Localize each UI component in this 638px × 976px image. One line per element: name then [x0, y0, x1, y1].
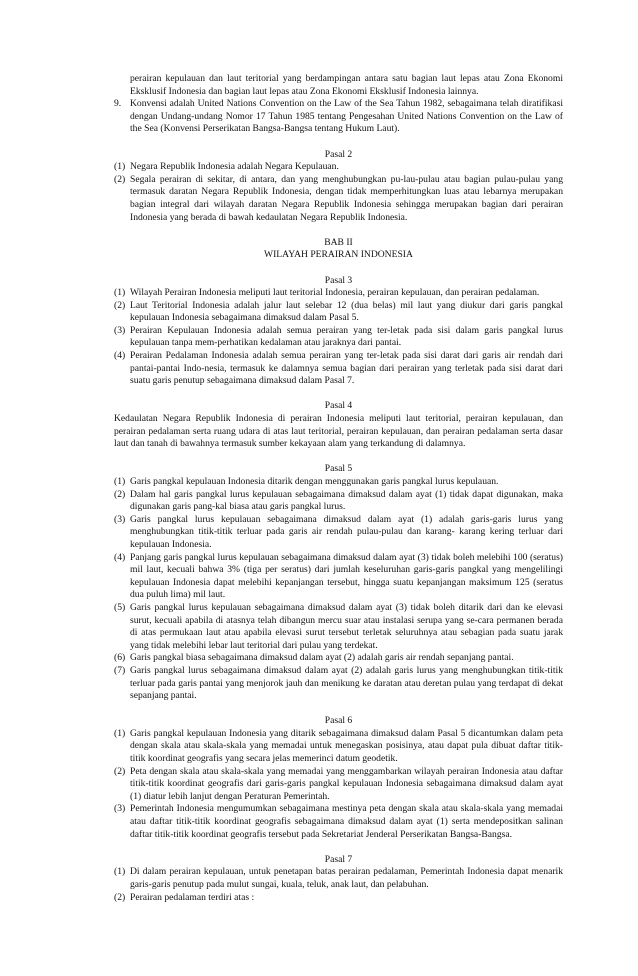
item-text: Garis pangkal lurus sebagaimana dimaksud dalam ayat (2) adalah garis lurus yang menghubungkan titik-titik terluar pada garis pantai yang menjorok jauh dan menikung ke daratan atau deretan pulau yang terdapat di dekat sepanjang pantai.	[130, 664, 563, 702]
item-number: (2)	[114, 891, 126, 903]
pasal-5-item	[114, 489, 563, 514]
item-number: 9.	[114, 98, 122, 110]
item-text: Laut Teritorial Indonesia adalah jalur laut selebar 12 (dua belas) mil laut yang diukur dari garis pangkal kepulauan Indonesia sebagaimana dimaksud dalam Pasal 5.	[130, 299, 563, 324]
pasal-6-item	[114, 766, 563, 804]
item-number: (2)	[114, 173, 126, 185]
item-number: (1)	[114, 866, 126, 878]
item-text: Negara Republik Indonesia adalah Negara Kepulauan.	[130, 161, 339, 173]
item-number: (1)	[114, 161, 126, 173]
pasal-5-title: Pasal 5	[324, 463, 353, 475]
item-number: (2)	[114, 488, 126, 500]
item-number: (1)	[114, 287, 126, 299]
item-number: (5)	[114, 601, 126, 613]
pasal-5-item	[114, 665, 563, 703]
item-text: Wilayah Perairan Indonesia meliputi laut teritorial Indonesia, perairan kepulauan, dan perairan pedalaman.	[130, 287, 540, 299]
pasal-2-item	[114, 161, 563, 174]
pasal-6-item	[114, 728, 563, 766]
pasal-4-title: Pasal 4	[324, 400, 353, 412]
chapter-subtitle: WILAYAH PERAIRAN INDONESIA	[264, 249, 413, 261]
pasal-3-item	[114, 350, 563, 388]
pasal-3-item	[114, 300, 563, 325]
pasal-7-item	[114, 892, 563, 905]
pasal-7-title: Pasal 7	[324, 853, 353, 865]
item-text: Segala perairan di sekitar, di antara, dan yang menghubungkan pu-lau-pulau atau bagian pulau-pulau yang termasuk daratan Negara Republik Indonesia, dengan tidak memperhitungkan luas atau lebarnya merupakan bagian integral dari wilayah daratan Negara Republik Indonesia sehingga merupakan bagian dari perairan Indonesia yang berada di bawah kedaulatan Negara Republik Indonesia.	[130, 173, 563, 223]
item-text: Di dalam perairan kepulauan, untuk penetapan batas perairan pedalaman, Pemerintah Indonesia dapat menarik garis-garis penutup pada mulut sungai, kuala, teluk, anak laut, dan pelabuhan.	[130, 866, 563, 890]
item-number: (3)	[114, 324, 126, 336]
pasal-2-item	[114, 174, 563, 224]
item-number: (4)	[114, 350, 126, 362]
pasal-5-item	[114, 552, 563, 602]
pasal-5-item	[114, 602, 563, 652]
item-text: Dalam hal garis pangkal lurus kepulauan sebagaimana dimaksud dalam ayat (1) tidak dapat digunakan, maka digunakan garis pang-kal biasa atau garis pangkal lurus.	[130, 488, 563, 513]
pasal-3-title: Pasal 3	[324, 274, 353, 286]
item-text: Garis pangkal lurus kepulauan sebagaimana dimaksud dalam ayat (3) tidak boleh ditarik dari dan ke elevasi surut, kecuali apabila di atasnya telah dibangun mercu suar atau instalasi serupa yang se-cara permanen berada di atas permukaan laut atau apabila elevasi surut tersebut terletak seluruhnya atau sebagian pada suatu jarak yang tidak melebihi lebar laut teritorial dari pulau yang terdekat.	[130, 601, 563, 651]
item-text: Garis pangkal lurus kepulauan sebagaimana dimaksud dalam ayat (1) adalah garis-garis lurus yang menghubungkan titik-titik terluar pada garis air rendah pulau-pulau dan karang- karang kering terluar dari kepulauan Indonesia.	[130, 513, 563, 550]
item-text: Garis pangkal kepulauan Indonesia yang ditarik sebagaimana dimaksud dalam Pasal 5 dicantumkan dalam peta dengan skala atau skala-skala yang memadai untuk menegaskan posisinya, atau dapat pula dibuat daftar titik-titik koordinat geografis yang secara jelas memerinci datum geodetik.	[130, 727, 563, 765]
item-number: (3)	[114, 803, 126, 815]
item-text: Perairan Kepulauan Indonesia adalah semua perairan yang ter-letak pada sisi dalam garis pangkal lurus kepulauan tanpa mem-perhatikan kedalaman atau jaraknya dari pantai.	[130, 324, 563, 349]
item-text: Perairan pedalaman terdiri atas :	[130, 891, 255, 903]
item-text: Garis pangkal kepulauan Indonesia ditarik dengan menggunakan garis pangkal lurus kepulauan.	[130, 476, 499, 487]
item-number: (7)	[114, 664, 126, 676]
pasal-7-item	[114, 866, 563, 891]
pasal-4-text: Kedaulatan Negara Republik Indonesia di perairan Indonesia meliputi laut teritorial, perairan kepulauan, dan perairan pedalaman serta ruang udara di atas laut teritorial, perairan kepulauan, dan perairan pedalaman serta dasar laut dan tanah di bawahnya termasuk sumber kekayaan alam yang terkandung di dalamnya.	[114, 413, 563, 450]
item-text: Konvensi adalah United Nations Convention on the Law of the Sea Tahun 1982, sebagaimana telah diratifikasi dengan Undang-undang Nomor 17 Tahun 1985 tentang Pengesahan United Nations Convention on the Law of the Sea (Konvensi Perserikatan Bangsa-Bangsa tentang Hukum Laut).	[130, 98, 563, 135]
pasal-5-item	[114, 652, 563, 665]
definition-9	[114, 98, 563, 136]
item-number: (4)	[114, 551, 126, 563]
item-text: Garis pangkal biasa sebagaimana dimaksud dalam ayat (2) adalah garis air rendah sepanjang pantai.	[130, 652, 514, 664]
pasal-5-item	[114, 476, 563, 489]
item-number: (2)	[114, 299, 126, 311]
chapter-title: BAB II	[324, 236, 353, 248]
pasal-6-title: Pasal 6	[324, 715, 353, 727]
item-text: Panjang garis pangkal lurus kepulauan sebagaimana dimaksud dalam ayat (3) tidak boleh melebihi 100 (seratus) mil laut, kecuali bahwa 3% (tiga per seratus) dari jumlah keseluruhan garis-garis pangkal yang mengelilingi kepulauan Indonesia dapat melebihi kepanjangan tersebut, hingga suatu kepanjangan maksimum 125 (seratus dua puluh lima) mil laut.	[130, 551, 563, 601]
item-text: Perairan Pedalaman Indonesia adalah semua perairan yang ter-letak pada sisi darat dari garis air rendah dari pantai-pantai Indo-nesia, termasuk ke dalamnya semua bagian dari perairan yang terletak pada sisi darat dari suatu garis penutup sebagaimana dimaksud dalam Pasal 7.	[130, 350, 563, 387]
pasal-2-title: Pasal 2	[324, 148, 353, 160]
item-text: Peta dengan skala atau skala-skala yang memadai yang menggambarkan wilayah perairan Indonesia atau daftar titik-titik koordinat geografis dari garis-garis pangkal kepulauan Indonesia sebagaimana dimaksud dalam ayat (1) diatur lebih lanjut dengan Peraturan Pemerintah.	[130, 765, 563, 802]
item-text: Pemerintah Indonesia mengumumkan sebagaimana mestinya peta dengan skala atau skala-skala yang memadai atau daftar titik-titik koordinat geografis sebagaimana dimaksud dalam ayat (1) serta mendepositkan salinan daftar titik-titik koordinat geografis tersebut pada Sekretariat Jenderal Perserikatan Bangsa-Bangsa.	[130, 803, 563, 840]
item-number: (1)	[114, 476, 126, 487]
pasal-6-item	[114, 803, 563, 841]
item-number: (6)	[114, 652, 126, 664]
pasal-5-item	[114, 514, 563, 552]
item-number: (2)	[114, 765, 126, 777]
item-number: (1)	[114, 727, 126, 739]
item-number: (3)	[114, 513, 126, 525]
pasal-3-item	[114, 325, 563, 350]
continued-definition: perairan kepulauan dan laut teritorial yang berdampingan antara satu bagian laut lepas atau Zona Ekonomi Eksklusif Indonesia dan bagian laut lepas atau Zona Ekonomi Eksklusif Indonesia lainnya.	[130, 73, 563, 97]
pasal-3-item	[114, 287, 563, 300]
